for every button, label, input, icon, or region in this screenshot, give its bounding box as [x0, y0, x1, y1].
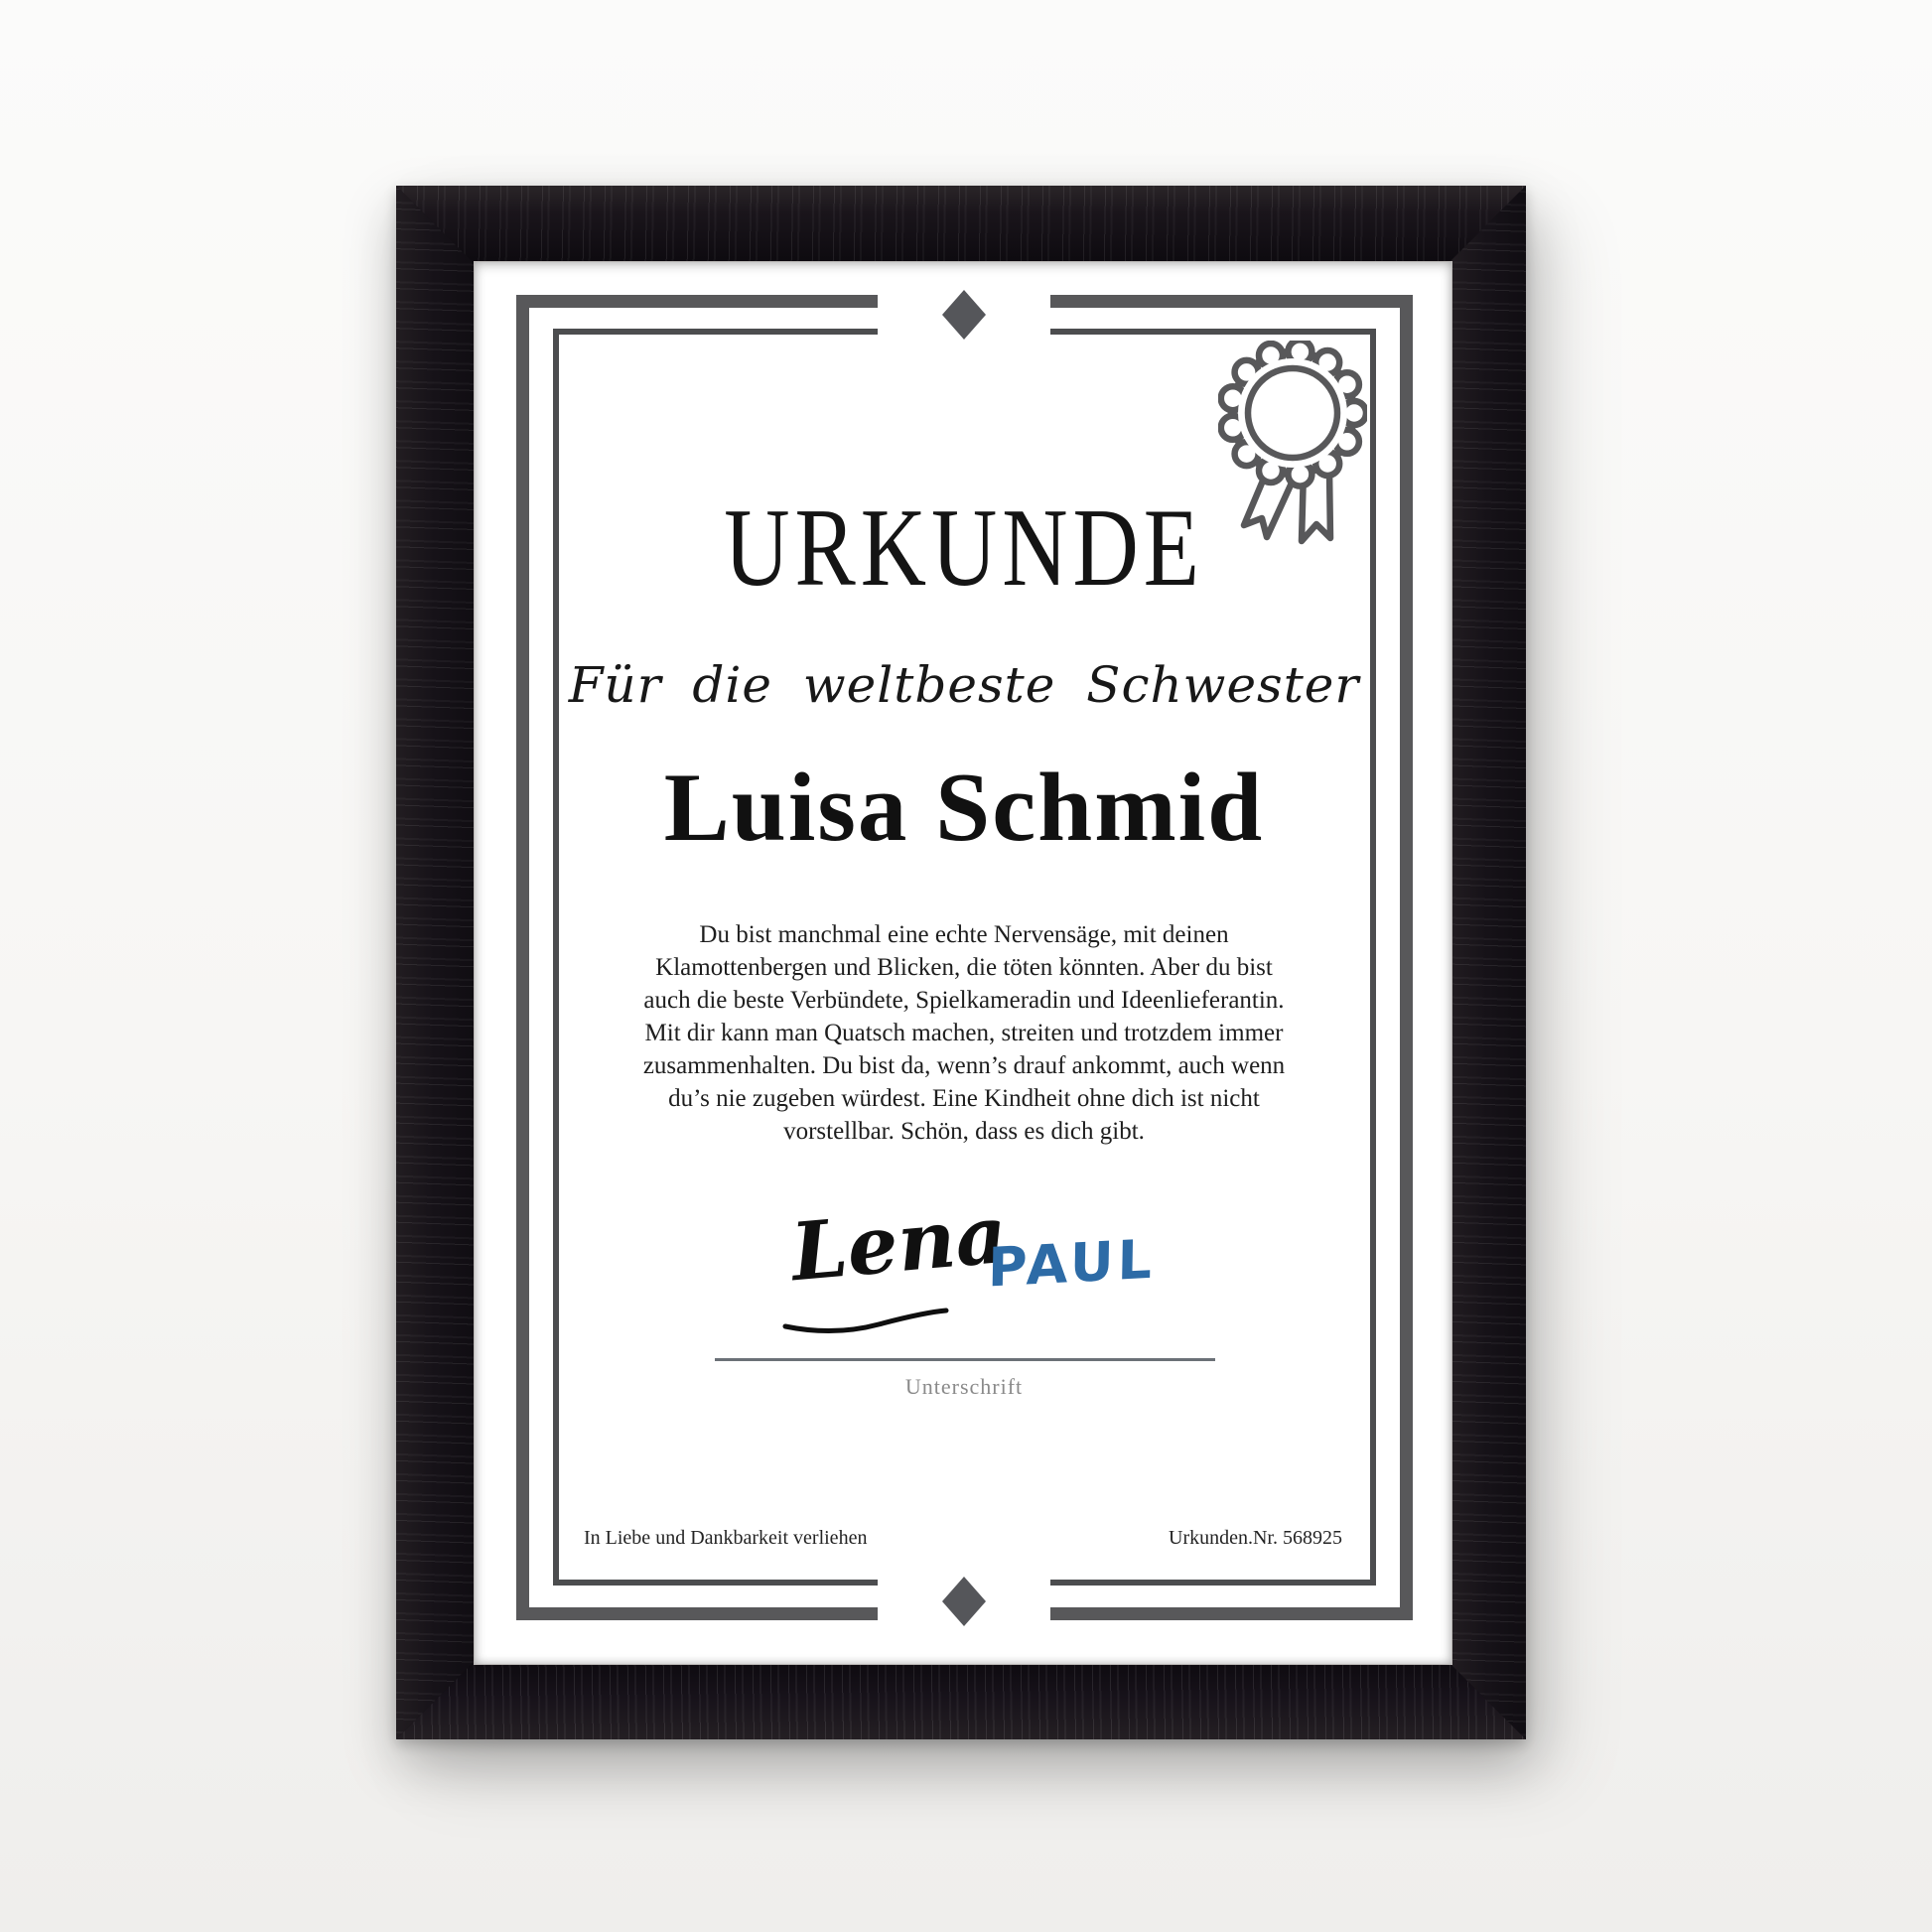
signature-line [715, 1358, 1215, 1361]
certificate-body [547, 918, 1381, 1148]
footer-dedication: In Liebe und Dankbarkeit verliehen [584, 1527, 868, 1549]
certificate-title: URKUNDE [724, 486, 1204, 610]
body-line: Du bist manchmal eine echte Nervensäge, mit deinen [699, 921, 1229, 948]
award-rosette-icon [1218, 341, 1367, 556]
signature-lena: Lena [787, 1186, 1011, 1300]
body-line: du’s nie zugeben würdest. Eine Kindheit ohne dich ist nicht [668, 1085, 1260, 1112]
body-line: Klamottenbergen und Blicken, die töten könnten. Aber du bist [655, 954, 1273, 981]
frame-bottom-rail [396, 1662, 1526, 1739]
frame-top-rail [396, 186, 1526, 263]
frame-left-rail [396, 186, 474, 1739]
footer-certificate-number: Urkunden.Nr. 568925 [1169, 1527, 1342, 1549]
signature-label: Unterschrift [904, 1374, 1024, 1399]
body-line: Mit dir kann man Quatsch machen, streiten und trotzdem immer [644, 1020, 1284, 1046]
body-line: auch die beste Verbündete, Spielkameradin und Ideenlieferantin. [643, 987, 1285, 1014]
body-line: vorstellbar. Schön, dass es dich gibt. [783, 1118, 1145, 1145]
recipient-name: Luisa Schmid [663, 754, 1265, 862]
certificate-subtitle: Für die weltbeste Schwester [568, 656, 1360, 714]
signature-paul: PAUL [987, 1227, 1157, 1300]
body-line: zusammenhalten. Du bist da, wenn’s drauf ankommt, auch wenn [642, 1052, 1286, 1079]
signature-lena-swash [779, 1303, 953, 1341]
frame-right-rail [1449, 186, 1526, 1739]
